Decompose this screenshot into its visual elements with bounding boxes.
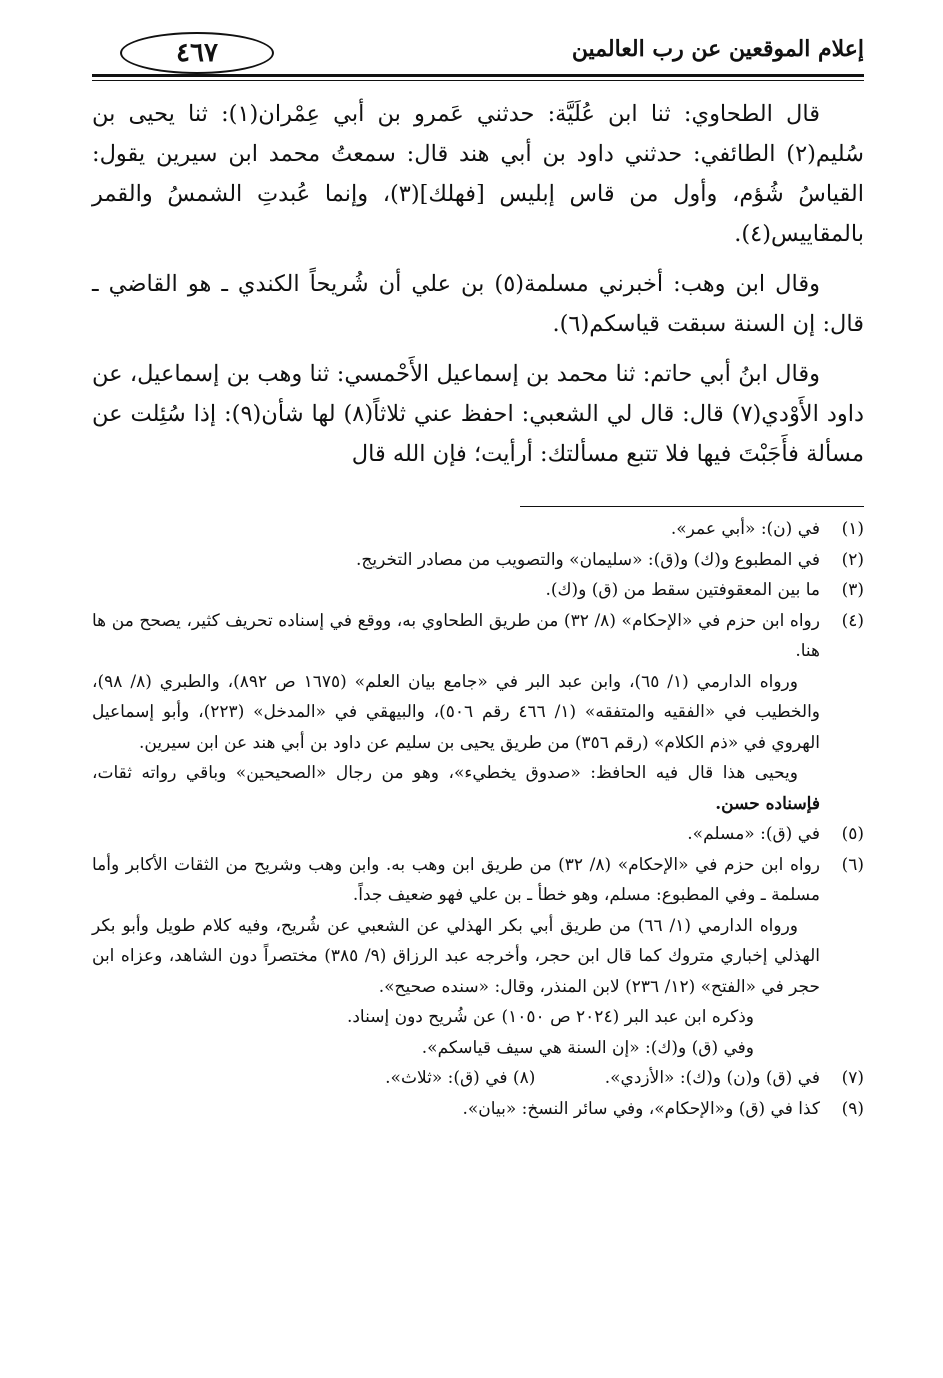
footnote-text: في (ق): «مسلم».: [687, 824, 820, 844]
footnote-7-8-body: [92, 1063, 820, 1094]
footnote-number: (١): [841, 519, 864, 539]
footnote-number: (٩): [841, 1098, 864, 1119]
footnote-number: (٧): [841, 1068, 864, 1088]
footnote-7-8: [92, 1063, 864, 1094]
footnote-separator: [520, 506, 864, 507]
footnote-1: [92, 514, 864, 545]
header-rule-thick: [92, 74, 864, 77]
footnote-number: (٤): [841, 610, 864, 631]
footnote-5: [92, 819, 864, 850]
footnote-text: في (ن): «أبي عمر».: [670, 519, 820, 539]
footnote-6-continuation-3: وفي (ق) و(ك): «إن السنة هي سيف قياسكم».: [421, 1037, 754, 1058]
running-title: إعلام الموقعين عن رب العالمين: [571, 36, 864, 62]
footnote-6-continuation-2: وذكره ابن عبد البر (٢٠٢٤ ص ١٠٥٠) عن شُريح دون إسناد.: [346, 1007, 754, 1027]
page-header: [92, 32, 864, 87]
footnote-3: [92, 575, 864, 606]
footnote-6: [92, 850, 864, 911]
paragraph-ibn-wahb: وقال ابن وهب: أخبرني مسلمة(٥) بن علي أن شُريحاً الكندي ـ هو القاضي ـ قال: إن السنة سبقت قياسكم(٦).: [92, 271, 864, 337]
page-number-badge: [120, 32, 274, 74]
header-rule-thin: [92, 80, 864, 81]
footnote-text: في المطبوع و(ك) و(ق): «سليمان» والتصويب من مصادر التخريج.: [356, 549, 820, 570]
footnote-4-continuation-1: ورواه الدارمي (١/ ٦٥)، وابن عبد البر في «جامع بيان العلم» (١٦٧٥ ص ٨٩٢)، والطبري (٨/ ٩٨)، والخطيب في «الفقيه والمتفقه» (١/ ٤٦٦ رقم ٥٠٦)، والبيهقي في «المدخل» (٢٢٣)، وأبو إسماعيل الهروي في «ذم الكلام» (رقم ٣٥٦) من طريق يحيى بن سليم عن داود بن أبي هند عن ابن سيرين.: [92, 671, 821, 753]
footnote-4-verdict: فإسناده حسن.: [715, 793, 820, 814]
footnote-text: ما بين المعقوفتين سقط من (ق) و(ك).: [545, 580, 820, 600]
footnote-6-continuation-1: ورواه الدارمي (١/ ٦٦) من طريق أبي بكر الهذلي عن الشعبي عن شُريح، وفيه كلام طويل وأبو بكر الهذلي إخباري متروك كما قال ابن حجر، وأخرجه عبد الرزاق (٩/ ٣٨٥) مختصراً دون الشاهد، وعزاه ابن حجر في «الفتح» (١٢/ ٢٣٦) لابن المنذر، وقال: «سنده صحيح».: [92, 915, 820, 997]
footnote-text: رواه ابن حزم في «الإحكام» (٨/ ٣٢) من طريق الطحاوي به، ووقع في إسناده تحريف كثير، يصحح من ها هنا.: [92, 610, 820, 661]
footnote-9: [92, 1094, 864, 1125]
page-number: ٤٦٧: [176, 38, 218, 68]
paragraph-tahawi: قال الطحاوي: ثنا ابن عُلَيَّة: حدثني عَمرو بن أبي عِمْران(١): ثنا يحيى بن سُليم(٢) الطائفي: حدثني داود بن أبي هند قال: سمعتُ محمد ابن سيرين يقول: القياسُ شُؤم، وأول من قاس إبليس [فهلك](٣)، وإنما عُبدتِ الشمسُ والقمر بالمقاييس(٤).: [92, 101, 864, 247]
footnote-4-continuation-2: [92, 758, 864, 819]
footnote-4: [92, 606, 864, 667]
footnote-7-text: في (ق) و(ن) و(ك): «الأزدي».: [604, 1068, 820, 1088]
footnotes: [92, 514, 864, 1124]
footnote-number: (٢): [841, 549, 864, 570]
paragraph-ibn-abi-hatim: وقال ابنُ أبي حاتم: ثنا محمد بن إسماعيل الأَحْمسي: ثنا وهب بن إسماعيل، عن داود الأَوْدي(٧) قال: قال لي الشعبي: احفظ عني ثلاثاً(٨) لها شأن(٩): إذا سُئِلت عن مسألة فأَجَبْتَ فيها فلا تتبع مسألتك: أرأيت؛ فإن الله قال: [92, 361, 864, 467]
footnote-number: (٥): [841, 824, 864, 844]
footnote-number: (٣): [841, 580, 864, 600]
footnote-number: (٦): [841, 854, 864, 875]
footnote-8-text: في (ق): «ثلاث».: [385, 1068, 508, 1088]
footnote-text: رواه ابن حزم في «الإحكام» (٨/ ٣٢) من طريق ابن وهب به. وابن وهب وشريح من الثقات الأكابر وأما مسلمة ـ وفي المطبوع: مسلم، وهو خطأ ـ بن علي فهو ضعيف جداً.: [92, 854, 820, 905]
footnote-8-number: (٨): [512, 1068, 536, 1088]
main-text: [92, 94, 864, 484]
footnote-text: كذا في (ق) و«الإحكام»، وفي سائر النسخ: «بيان».: [462, 1098, 820, 1119]
footnote-4-cont2-text: ويحيى هذا قال فيه الحافظ: «صدوق يخطيء»، وهو من رجال «الصحيحين» وباقي رواته ثقات،: [92, 763, 798, 783]
footnote-2: [92, 545, 864, 576]
